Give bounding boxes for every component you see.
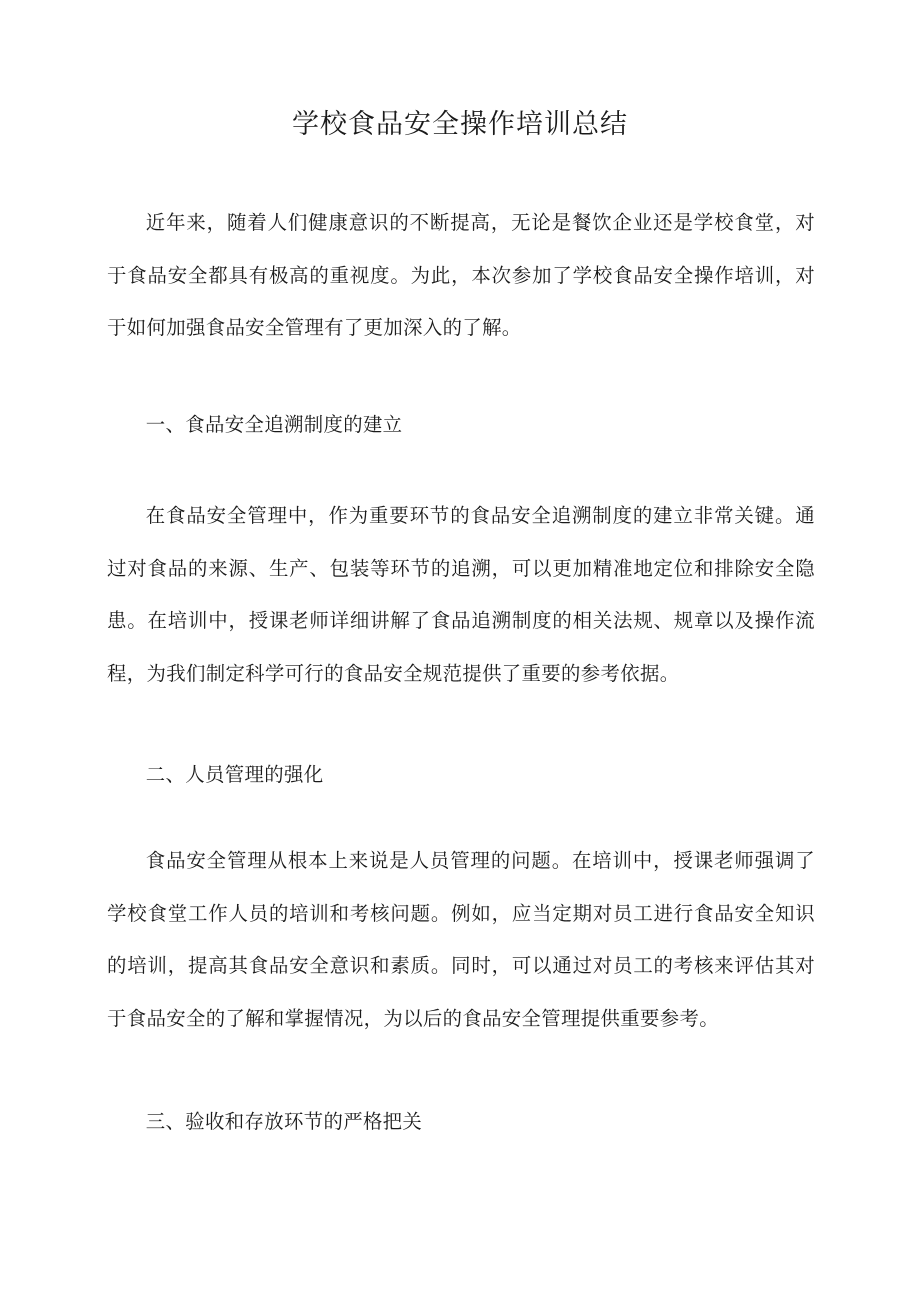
section-body-2: 食品安全管理从根本上来说是人员管理的问题。在培训中，授课老师强调了学校食堂工作人员的培训和考核问题。例如，应当定期对员工进行食品安全知识的培训，提高其食品安全意识和素质。同时，可以通过对员工的考核来评估其对于食品安全的了解和掌握情况，为以后的食品安全管理提供重要参考。	[107, 849, 815, 1030]
document-title: 学校食品安全操作培训总结	[292, 109, 628, 140]
intro-paragraph: 近年来，随着人们健康意识的不断提高，无论是餐饮企业还是学校食堂，对于食品安全都具有极高的重视度。为此，本次参加了学校食品安全操作培训，对于如何加强食品安全管理有了更加深入的了解。	[107, 211, 815, 339]
section-heading-1: 一、食品安全追溯制度的建立	[145, 413, 403, 436]
section-heading-3: 三、验收和存放环节的严格把关	[145, 1110, 423, 1133]
section-body-1: 在食品安全管理中，作为重要环节的食品安全追溯制度的建立非常关键。通过对食品的来源、生产、包装等环节的追溯，可以更加精准地定位和排除安全隐患。在培训中，授课老师详细讲解了食品追溯制度的相关法规、规章以及操作流程，为我们制定科学可行的食品安全规范提供了重要的参考依据。	[107, 504, 815, 685]
section-heading-2: 二、人员管理的强化	[145, 763, 324, 786]
